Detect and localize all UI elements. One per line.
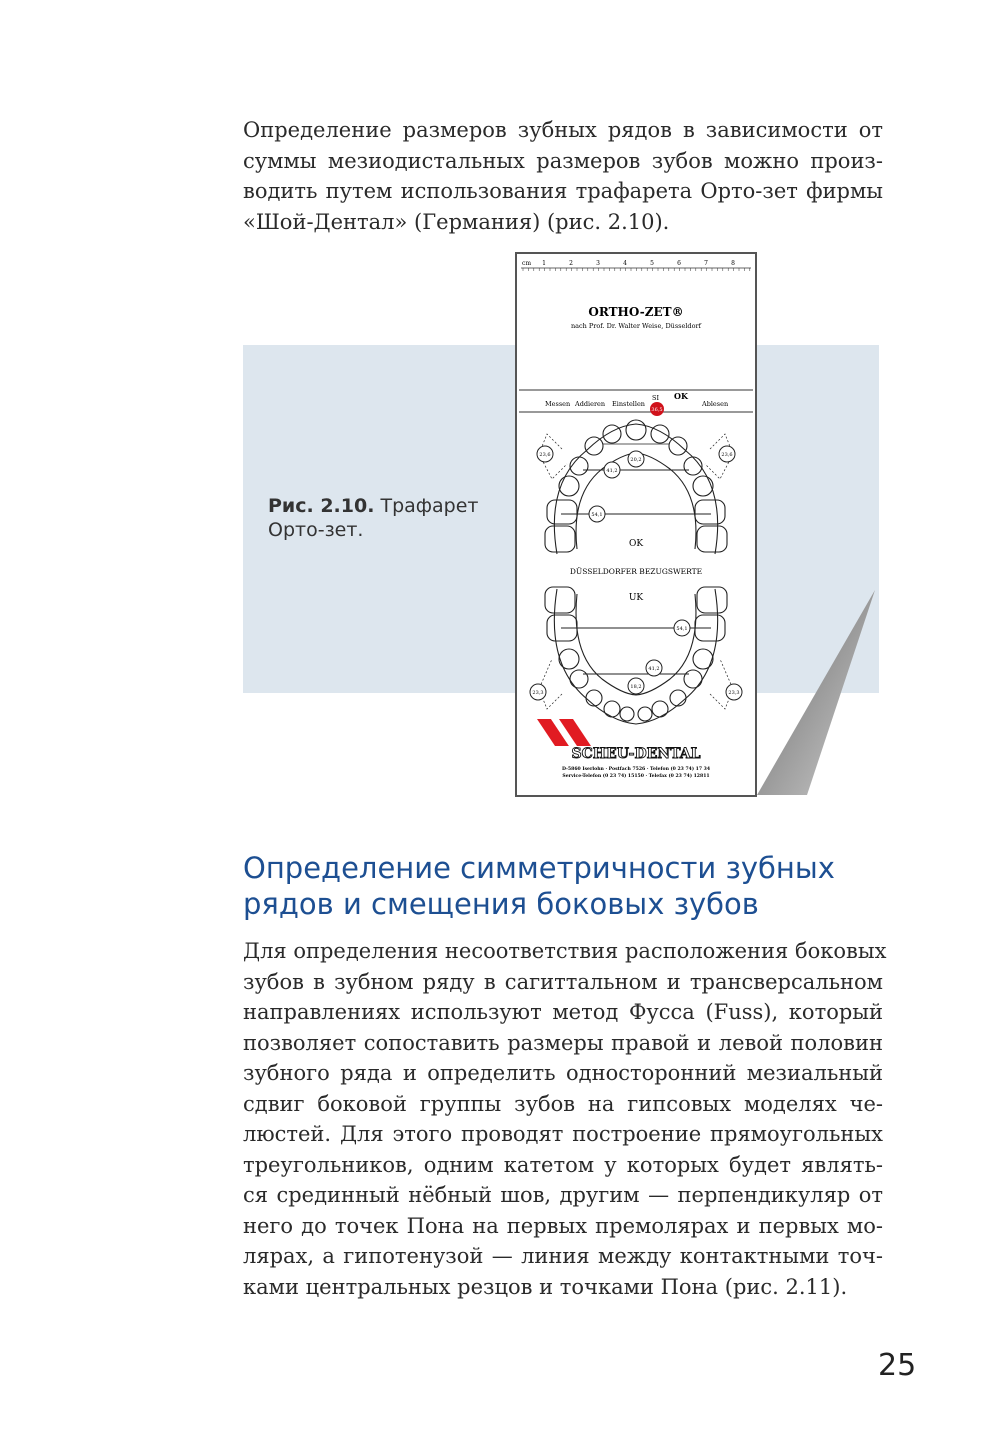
upper-value: 23,6 <box>721 452 733 458</box>
upper-label: OK <box>628 539 644 549</box>
upper-values <box>537 446 735 522</box>
ruler-tick-label: 2 <box>569 260 573 267</box>
ruler-tick-label: 8 <box>731 260 735 267</box>
body-line: зубов в зубном ряду в сагиттальном и трансверсальном <box>243 969 883 994</box>
caption-label: Рис. 2.10. <box>268 495 375 517</box>
lower-value: 23,3 <box>728 690 740 696</box>
lower-label: UK <box>628 593 644 603</box>
upper-value: 20,2 <box>630 457 642 463</box>
intro-line: водить путем использования трафарета Орто-зет фирмы <box>243 179 883 203</box>
brand-name: SCHEU-DENTAL <box>571 746 701 762</box>
lower-values <box>530 620 742 700</box>
upper-arch <box>539 420 733 554</box>
heading-line: рядов и смещения боковых зубов <box>243 887 759 921</box>
si-label: SI <box>652 394 660 402</box>
body-line: ся срединный нёбный шов, другим — перпендикуляр от <box>243 1183 883 1207</box>
body-line: люстей. Для этого проводят построение прямоугольных <box>243 1122 883 1146</box>
body-line: него до точек Пона на первых премолярах и первых мо- <box>243 1213 883 1238</box>
lower-value: 23,3 <box>532 690 544 696</box>
body-line: Для определения несоответствия расположения боковых <box>243 939 887 963</box>
dial-value: 36,5 <box>651 407 663 413</box>
heading-line: Определение симметричности зубных <box>243 851 835 885</box>
ortho-zet-stencil <box>515 252 757 797</box>
lower-arch <box>539 587 733 724</box>
step-label: Einstellen <box>612 400 645 408</box>
body-line: лярах, а гипотенузой — линия между контактными точ- <box>243 1244 883 1268</box>
address-line: D-5860 Iserlohn · Postfach 7526 · Telefon (0 23 74) 17 34 <box>561 767 711 772</box>
ruler-tick-label: 4 <box>623 260 627 267</box>
ruler <box>522 260 750 271</box>
address-line: Service-Telefon (0 23 74) 15150 · Telefax (0 23 74) 12811 <box>562 774 710 779</box>
step-label: Messen <box>545 400 571 408</box>
stencil-title: ORTHO-ZET® <box>588 305 684 319</box>
body-line: направлениях используют метод Фусса (Fuss), который <box>243 1000 883 1024</box>
body-line: сдвиг боковой группы зубов на гипсовых моделях че- <box>243 1091 883 1116</box>
intro-line: «Шой-Дентал» (Германия) (рис. 2.10). <box>243 209 670 234</box>
upper-value: 54,1 <box>591 512 603 518</box>
lower-value: 41,2 <box>648 666 660 672</box>
stencil-drawing <box>517 254 755 795</box>
body-line: треугольников, одним катетом у которых будет являть- <box>243 1152 883 1177</box>
lower-value: 18,2 <box>630 684 642 690</box>
ruler-tick-label: 3 <box>596 260 600 267</box>
intro-paragraph <box>243 115 883 237</box>
lower-value: 54,1 <box>676 626 688 632</box>
section-heading <box>243 850 883 922</box>
intro-line: суммы мезиодистальных размеров зубов можно произ- <box>243 148 883 173</box>
figure-caption <box>268 494 498 542</box>
page-number: 25 <box>878 1348 917 1383</box>
body-paragraph <box>243 936 887 1302</box>
body-line: позволяет сопоставить размеры правой и левой половин <box>243 1030 883 1055</box>
ruler-tick-label: 5 <box>650 260 654 267</box>
step-label: Addieren <box>575 400 606 408</box>
reference-heading: DÜSSELDORFER BEZUGSWERTE <box>569 567 703 576</box>
stencil-subtitle: nach Prof. Dr. Walter Weise, Düsseldorf <box>570 322 702 330</box>
scheu-dental-logo <box>537 719 701 762</box>
ok-label: OK <box>674 391 688 401</box>
upper-value: 23,6 <box>539 452 551 458</box>
caption-text: Трафарет Орто-зет. <box>268 495 479 541</box>
intro-line: Определение размеров зубных рядов в зависимости от <box>243 118 883 142</box>
upper-value: 41,2 <box>606 468 618 474</box>
step-label: Ablesen <box>702 400 729 408</box>
ruler-tick-label: 6 <box>677 260 681 267</box>
body-line: ками центральных резцов и точками Пона (рис. 2.11). <box>243 1274 848 1299</box>
ruler-tick-label: 1 <box>542 260 546 267</box>
page-fold-shadow <box>757 590 882 800</box>
body-line: зубного ряда и определить односторонний мезиальный <box>243 1061 883 1085</box>
ruler-unit: cm <box>522 260 532 267</box>
ruler-tick-label: 7 <box>704 260 708 267</box>
